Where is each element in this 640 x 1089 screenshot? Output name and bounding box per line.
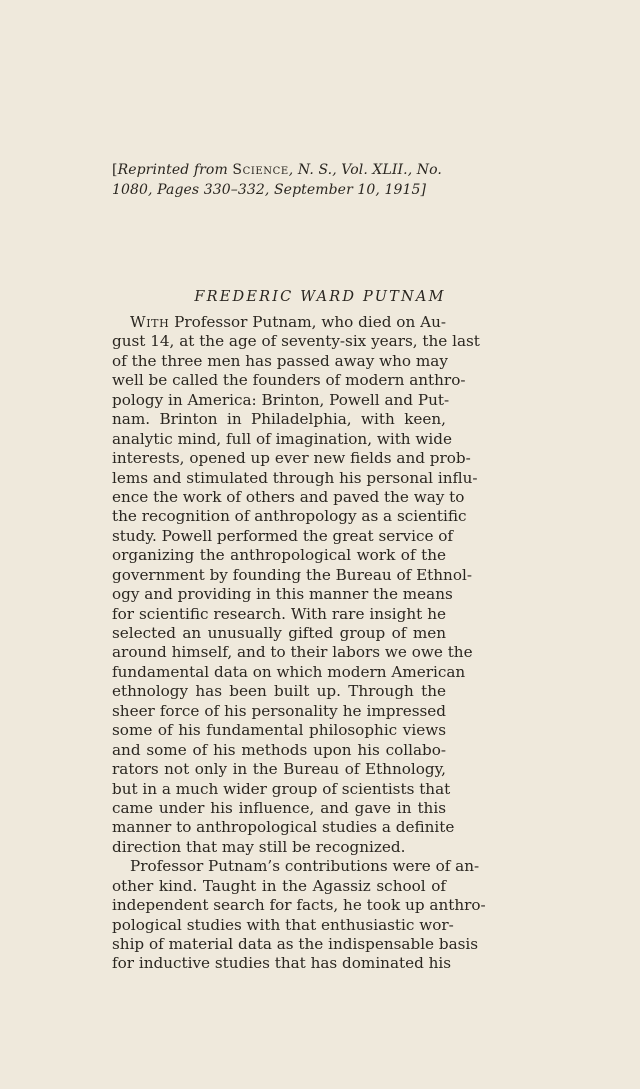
body-line: came under his influence, and gave in this (112, 798, 446, 817)
body-line: nam. Brinton in Philadelphia, with keen, (112, 410, 446, 429)
body-line: gust 14, at the age of seventy-six years, the last (112, 332, 480, 351)
body-line: interests, opened up ever new fields and prob- (112, 449, 471, 468)
body-line: study. Powell performed the great service of (112, 526, 454, 545)
body-line: independent search for facts, he took up anthro- (112, 896, 486, 915)
citation-line-1 (112, 160, 462, 180)
body-line: ogy and providing in this manner the means (112, 585, 453, 604)
citation-bracket: [ (112, 162, 118, 178)
body-line: for scientific research. With rare insight he (112, 604, 446, 623)
body-line: ship of material data as the indispensable basis (112, 935, 479, 953)
body-line: organizing the anthropological work of the (112, 546, 446, 565)
body-line: manner to anthropological studies a definite (112, 818, 455, 837)
body-line: ethnology has been built up. Through the (112, 682, 446, 701)
body-line: direction that may still be recognized. (112, 837, 406, 856)
body-line: pological studies with that enthusiastic wor- (112, 915, 454, 934)
body-line: well be called the founders of modern anthro- (112, 371, 466, 390)
citation-journal: Science (232, 162, 289, 178)
body-line: rators not only in the Bureau of Ethnology, (112, 760, 446, 779)
body-line: of the three men has passed away who may (112, 351, 448, 370)
body-line: government by founding the Bureau of Ethnol- (112, 565, 472, 584)
body-line: Professor Putnam’s contributions were of an- (130, 857, 480, 876)
body-line: analytic mind, full of imagination, with wide (112, 429, 452, 448)
body-line: other kind. Taught in the Agassiz school of (112, 876, 446, 895)
body-line: lems and stimulated through his personal influ- (112, 468, 478, 487)
body-line: around himself, and to their labors we owe the (112, 643, 473, 662)
body-line: for inductive studies that has dominated his (112, 954, 452, 973)
reprint-citation (112, 160, 462, 200)
body-line: With Professor Putnam, who died on Au- (130, 313, 446, 331)
opening-word: With (130, 313, 170, 331)
body-line: and some of his methods upon his collabo- (112, 740, 446, 759)
body-line: but in a much wider group of scientists that (112, 779, 451, 798)
body-line: pology in America: Brinton, Powell and Put- (112, 390, 450, 409)
body-line: the recognition of anthropology as a scientific (112, 507, 467, 526)
body-line: sheer force of his personality he impressed (112, 701, 446, 720)
citation-reprinted: Reprinted from (117, 162, 233, 178)
body-line: fundamental data on which modern American (112, 662, 466, 681)
body-line: selected an unusually gifted group of men (112, 624, 446, 642)
citation-volume: , N. S., Vol. XLII., No. (288, 162, 442, 178)
article-body (112, 313, 486, 974)
body-line: some of his fundamental philosophic views (112, 721, 446, 740)
citation-line-2: 1080, Pages 330–332, September 10, 1915] (112, 182, 427, 198)
article-title: FREDERIC WARD PUTNAM (194, 289, 446, 305)
body-line: ence the work of others and paved the way to (112, 487, 465, 506)
